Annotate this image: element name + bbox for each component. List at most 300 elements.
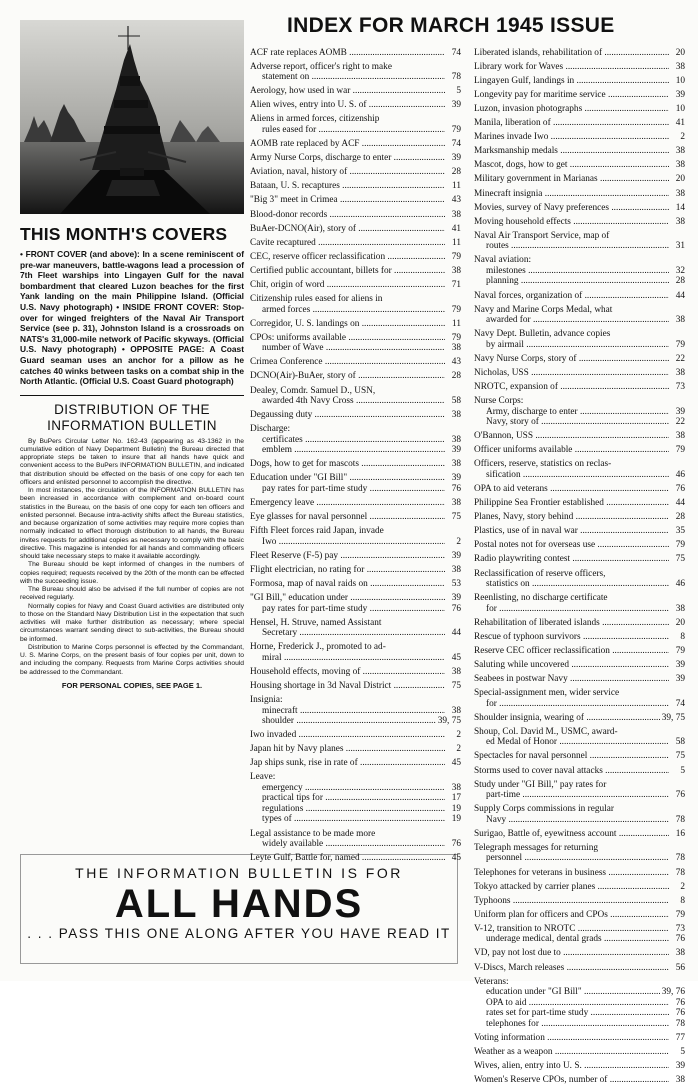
index-entry bbox=[250, 681, 461, 692]
index-entry-page: 78 bbox=[675, 1018, 685, 1029]
index-entry bbox=[250, 512, 461, 523]
index-entry bbox=[474, 174, 685, 185]
index-entry-page: 39 bbox=[451, 473, 461, 484]
index-entry: Naval aviation: bbox=[474, 255, 532, 266]
index-entry bbox=[474, 699, 685, 710]
index-entry-topic: by airmail ..... bbox=[486, 340, 669, 351]
index-entry-topic: Certified public accountant, billets for ..... bbox=[250, 266, 445, 277]
index-entry-page: 78 bbox=[675, 853, 685, 864]
index-entry-topic: planning ..... bbox=[486, 276, 669, 287]
index-entry-page: 44 bbox=[675, 498, 685, 509]
index-entry bbox=[474, 512, 685, 523]
index-entry-topic: rules eased for ..... bbox=[262, 125, 445, 136]
index-entry-topic: Navy Nurse Corps, story of ..... bbox=[474, 354, 669, 365]
banner-all-hands: ALL HANDS bbox=[114, 882, 364, 926]
index-entry bbox=[250, 459, 461, 470]
index-entry bbox=[474, 924, 685, 935]
index-entry bbox=[474, 407, 685, 418]
index-entry-topic: Army Nurse Corps, discharge to enter ..... bbox=[250, 153, 445, 164]
index-entry-page: 76 bbox=[451, 483, 461, 494]
index-entry bbox=[474, 526, 685, 537]
index-entry bbox=[474, 868, 685, 879]
index-entry-topic: telephones for ..... bbox=[486, 1019, 669, 1030]
index-entry bbox=[474, 934, 685, 945]
index-entry-page: 2 bbox=[680, 132, 685, 143]
index-entry-page: 78 bbox=[675, 867, 685, 878]
index-entry-topic: Shoulder insignia, wearing of ..... bbox=[474, 713, 660, 724]
index-entry-topic: Dogs, how to get for mascots ..... bbox=[250, 459, 445, 470]
index-entry-topic: Uniform plan for officers and CPOs ..... bbox=[474, 910, 669, 921]
index-entry-page: 76 bbox=[675, 1008, 685, 1019]
index-entry-page: 2 bbox=[456, 730, 461, 741]
index-entry: Telegraph messages for returning bbox=[474, 842, 599, 853]
index-entry: Citizenship rules eased for aliens in bbox=[250, 294, 383, 305]
index-entry bbox=[250, 716, 461, 727]
index-entry-page: 39 bbox=[451, 593, 461, 604]
index-entry bbox=[250, 498, 461, 509]
index-entry-topic: Women's Reserve CPOs, number of ..... bbox=[474, 1075, 669, 1086]
index-entry-page: 38 bbox=[675, 315, 685, 326]
index-entry bbox=[474, 604, 685, 615]
index-entry-topic: Aerology, how used in war ..... bbox=[250, 86, 445, 97]
index-entry bbox=[474, 431, 685, 442]
index-entry bbox=[474, 417, 685, 428]
index-entry bbox=[250, 167, 461, 178]
index-entry bbox=[474, 646, 685, 657]
index-entry bbox=[250, 195, 461, 206]
index-entry-page: 39 bbox=[451, 550, 461, 561]
index-entry bbox=[474, 660, 685, 671]
index-entry-page: 39 bbox=[675, 406, 685, 417]
index-entry-page: 46 bbox=[675, 579, 685, 589]
index-entry bbox=[474, 266, 685, 277]
index-entry-page: 38 bbox=[451, 209, 461, 220]
index-entry bbox=[474, 737, 685, 748]
index-entry-topic: NROTC, expansion of ..... bbox=[474, 382, 669, 393]
index-entry-page: 43 bbox=[451, 195, 461, 206]
index-entry-topic: Mascot, dogs, how to get ..... bbox=[474, 160, 669, 171]
index-entry-page: 28 bbox=[675, 276, 685, 287]
index-entry: Horne, Frederick J., promoted to ad- bbox=[250, 642, 386, 653]
index-entry-page: 39 bbox=[675, 674, 685, 685]
index-entry-page: 10 bbox=[675, 75, 685, 86]
index-entry bbox=[250, 210, 461, 221]
index-entry: Leave: bbox=[250, 772, 276, 783]
index-entry bbox=[250, 667, 461, 678]
index-entry-page: 35 bbox=[675, 526, 685, 537]
index-entry bbox=[250, 86, 461, 97]
index-entry bbox=[250, 445, 461, 456]
index-entry-topic: Marksmanship medals ..... bbox=[474, 146, 669, 157]
index-entry-page: 39, 76 bbox=[661, 987, 685, 998]
index-entry-page: 76 bbox=[451, 603, 461, 614]
index-entry: Legal assistance to be made more bbox=[250, 828, 376, 839]
index-column-2 bbox=[474, 44, 685, 1086]
index-entry-page: 5 bbox=[680, 765, 685, 776]
index-entry bbox=[474, 896, 685, 907]
index-entry-page: 39 bbox=[675, 89, 685, 100]
index-entry-page: 76 bbox=[675, 790, 685, 801]
index-entry-topic: Lingayen Gulf, landings in ..... bbox=[474, 76, 669, 87]
index-entry-topic: Crimea Conference ..... bbox=[250, 357, 445, 368]
index-entry-page: 79 bbox=[675, 540, 685, 551]
index-entry: Hensel, H. Struve, named Assistant bbox=[250, 617, 382, 628]
index-entry bbox=[250, 125, 461, 136]
index-entry-page: 41 bbox=[451, 223, 461, 234]
index-entry-topic: education under "GI Bill" ..... bbox=[486, 987, 660, 998]
index-entry-page: 39 bbox=[675, 659, 685, 670]
index-entry-topic: statement on ..... bbox=[262, 72, 445, 83]
index-entry-page: 44 bbox=[451, 628, 461, 639]
index-entry bbox=[474, 987, 685, 998]
index-entry-topic: Cavite recaptured ..... bbox=[250, 238, 445, 249]
index-entry-page: 79 bbox=[451, 304, 461, 315]
index-entry-page: 79 bbox=[675, 445, 685, 456]
index-entry bbox=[250, 793, 461, 804]
index-entry-page: 22 bbox=[675, 417, 685, 428]
index-entry bbox=[250, 48, 461, 59]
index-entry bbox=[474, 90, 685, 101]
index-entry-page: 38 bbox=[675, 146, 685, 157]
banner-line-1: THE INFORMATION BULLETIN IS FOR bbox=[75, 865, 403, 881]
cover-photo-battleships bbox=[20, 20, 244, 214]
distribution-paragraph: Distribution to Marine Corps personnel is effected by the Commandant, U. S. Marine Corps, on the present basis of four copies per unit, down to and including the company. Requests from Marine Corps activities should be addressed to the Commandant. bbox=[20, 643, 244, 676]
index-entry-topic: OPA to aid veterans ..... bbox=[474, 484, 669, 495]
index-entry bbox=[474, 554, 685, 565]
index-entry: Officers, reserve, statistics on reclas- bbox=[474, 459, 612, 470]
index-entry-page: 74 bbox=[451, 139, 461, 150]
index-entry-topic: AOMB rate replaced by ACF ..... bbox=[250, 139, 445, 150]
index-entry bbox=[250, 435, 461, 446]
index-entry-topic: Typhoons ..... bbox=[474, 896, 669, 907]
index-entry bbox=[474, 160, 685, 171]
index-entry bbox=[250, 565, 461, 576]
index-entry-topic: Movies, survey of Navy preferences ..... bbox=[474, 203, 669, 214]
index-entry-page: 17 bbox=[451, 793, 461, 804]
index-entry bbox=[474, 217, 685, 228]
index-entry-topic: awarded for ..... bbox=[486, 315, 669, 326]
index-entry bbox=[474, 751, 685, 762]
index-entry bbox=[250, 305, 461, 316]
index-entry-topic: emergency ..... bbox=[262, 783, 445, 794]
index-entry-page: 19 bbox=[451, 803, 461, 814]
index-entry-page: 14 bbox=[675, 202, 685, 213]
index-entry-page: 16 bbox=[675, 828, 685, 839]
index-entry-topic: "GI Bill," education under ..... bbox=[250, 593, 445, 604]
index-entry-topic: Seabees in postwar Navy ..... bbox=[474, 674, 669, 685]
index-entry-topic: shoulder ..... bbox=[262, 716, 436, 727]
index-entry-page: 39 bbox=[451, 445, 461, 456]
covers-heading: THIS MONTH'S COVERS bbox=[20, 224, 228, 244]
index-entry-page: 39 bbox=[675, 1060, 685, 1071]
index-entry-page: 71 bbox=[451, 280, 461, 290]
index-entry bbox=[250, 604, 461, 615]
index-entry-topic: Emergency leave ..... bbox=[250, 498, 445, 509]
index-entry-page: 31 bbox=[675, 241, 685, 252]
index-entry-topic: OPA to aid ..... bbox=[486, 998, 669, 1009]
index-entry-topic: Spectacles for naval personnel ..... bbox=[474, 751, 669, 762]
index-entry bbox=[250, 100, 461, 111]
index-entry-topic: Chit, origin of word ..... bbox=[250, 280, 445, 291]
distribution-paragraph: Normally copies for Navy and Coast Guard activities are distributed only to those on the Standard Navy Distribution List in the expectation that such activities will make further distribution as necessary; where special circumstances warrant sending direct to sub-activities, the Bureau should be informed. bbox=[20, 602, 244, 643]
index-entry-page: 79 bbox=[451, 124, 461, 135]
index-entry bbox=[474, 118, 685, 129]
index-entry-topic: Weather as a weapon ..... bbox=[474, 1047, 669, 1058]
index-entry-topic: Education under "GI Bill" ..... bbox=[250, 473, 445, 484]
index-entry: Shoup, Col. David M., USMC, award- bbox=[474, 726, 618, 737]
index-entry-topic: Fleet Reserve (F-5) pay ..... bbox=[250, 551, 445, 562]
index-entry bbox=[250, 484, 461, 495]
index-entry: Navy Dept. Bulletin, advance copies bbox=[474, 329, 611, 340]
index-entry-topic: Philippine Sea Frontier established ..... bbox=[474, 498, 669, 509]
index-entry: Reenlisting, no discharge certificate bbox=[474, 593, 608, 604]
index-entry-page: 79 bbox=[675, 339, 685, 350]
index-entry-topic: number of Wave ..... bbox=[262, 343, 445, 354]
index-entry bbox=[250, 758, 461, 769]
index-entry bbox=[250, 744, 461, 755]
index-entry bbox=[474, 445, 685, 456]
index-entry-topic: Postal notes not for overseas use ..... bbox=[474, 540, 669, 551]
index-entry-page: 56 bbox=[675, 962, 685, 973]
index-entry: Naval Air Transport Service, map of bbox=[474, 230, 610, 241]
index-entry bbox=[474, 470, 685, 481]
index-entry-page: 79 bbox=[451, 332, 461, 343]
distribution-paragraph: The Bureau should be kept informed of changes in the numbers of copies required; requests received by the 20th of the month can be effected with the succeeding issue. bbox=[20, 561, 244, 585]
distribution-heading bbox=[20, 402, 244, 434]
index-entry-page: 28 bbox=[451, 371, 461, 382]
index-entry bbox=[250, 628, 461, 639]
index-entry-topic: Rehabilitation of liberated islands ..... bbox=[474, 618, 669, 629]
index-entry-topic: CPOs: uniforms available ..... bbox=[250, 333, 445, 344]
index-entry bbox=[474, 1033, 685, 1044]
index-entry-topic: personnel ..... bbox=[486, 853, 669, 864]
index-entry: Special-assignment men, wider service bbox=[474, 688, 620, 699]
index-entry bbox=[474, 76, 685, 87]
index-entry bbox=[474, 1019, 685, 1030]
index-entry-page: 38 bbox=[451, 343, 461, 354]
index-entry-page: 74 bbox=[675, 698, 685, 709]
index-entry bbox=[250, 319, 461, 330]
index-entry bbox=[250, 853, 461, 864]
index-entry bbox=[250, 653, 461, 664]
battleship-photo-illustration bbox=[20, 20, 244, 214]
index-entry bbox=[250, 537, 461, 548]
index-entry bbox=[250, 410, 461, 421]
index-entry-page: 75 bbox=[675, 554, 685, 565]
index-entry bbox=[474, 315, 685, 326]
index-entry-topic: sification ..... bbox=[486, 470, 669, 481]
index-entry-page: 38 bbox=[675, 1075, 685, 1086]
index-entry-page: 74 bbox=[451, 47, 461, 58]
index-entry-topic: Storms used to cover naval attacks ..... bbox=[474, 766, 669, 777]
index-entry-page: 79 bbox=[675, 645, 685, 656]
index-entry bbox=[474, 766, 685, 777]
index-entry bbox=[250, 730, 461, 741]
index-entry bbox=[474, 882, 685, 893]
index-entry-page: 2 bbox=[456, 744, 461, 755]
index-entry-topic: Alien wives, entry into U. S. of ..... bbox=[250, 100, 445, 111]
index-entry-page: 11 bbox=[452, 181, 461, 192]
index-entry-page: 38 bbox=[451, 459, 461, 470]
index-entry bbox=[474, 48, 685, 59]
index-entry-page: 53 bbox=[451, 579, 461, 589]
index-entry: Discharge: bbox=[250, 424, 291, 435]
index-entry-topic: Housing shortage in 3d Naval District ..... bbox=[250, 681, 445, 692]
index-entry-page: 39 bbox=[451, 153, 461, 164]
index-entry-page: 38 bbox=[451, 410, 461, 421]
left-column bbox=[20, 20, 244, 690]
index-entry-topic: Aviation, naval, history of ..... bbox=[250, 167, 445, 178]
index-entry bbox=[474, 829, 685, 840]
index-entry-page: 10 bbox=[675, 103, 685, 114]
index-entry-page: 45 bbox=[451, 853, 461, 864]
distribution-body bbox=[20, 438, 244, 677]
index-entry-topic: Moving household effects ..... bbox=[474, 217, 669, 228]
index-entry: Reclassification of reserve officers, bbox=[474, 568, 606, 579]
index-entry bbox=[250, 252, 461, 263]
distribution-paragraph: The Bureau should also be advised if the full number of copies are not received regularly. bbox=[20, 586, 244, 602]
index-entry-topic: Army, discharge to enter ..... bbox=[486, 407, 669, 418]
index-entry bbox=[250, 181, 461, 192]
index-entry-topic: awarded 4th Navy Cross ..... bbox=[262, 396, 445, 407]
index-entry bbox=[250, 371, 461, 382]
index-entry bbox=[474, 632, 685, 643]
index-entry-page: 38 bbox=[675, 431, 685, 442]
index-entry-topic: rates set for part-time study ..... bbox=[486, 1008, 669, 1019]
index-entry-topic: Formosa, map of naval raids on ..... bbox=[250, 579, 445, 590]
index-entry: Navy and Marine Corps Medal, what bbox=[474, 304, 613, 315]
index-entry-page: 38 bbox=[451, 782, 461, 793]
index-entry-page: 43 bbox=[451, 357, 461, 368]
index-entry-page: 38 bbox=[451, 666, 461, 677]
index-entry-topic: V-Discs, March releases ..... bbox=[474, 963, 669, 974]
index-entry bbox=[250, 139, 461, 150]
index-entry bbox=[250, 280, 461, 291]
index-entry-page: 38 bbox=[451, 705, 461, 716]
index-entry-topic: Leyte Gulf, Battle for, named ..... bbox=[250, 853, 445, 864]
index-entry-topic: Rescue of typhoon survivors ..... bbox=[474, 632, 669, 643]
index-entry bbox=[474, 618, 685, 629]
index-entry-topic: Minecraft insignia ..... bbox=[474, 189, 669, 200]
index-entry-topic: Officer uniforms available ..... bbox=[474, 445, 669, 456]
index-entry: Fifth Fleet forces raid Japan, invade bbox=[250, 526, 384, 537]
index-entry-topic: Naval forces, organization of ..... bbox=[474, 291, 669, 302]
index-entry bbox=[250, 357, 461, 368]
index-entry bbox=[250, 706, 461, 717]
index-entry-page: 38 bbox=[451, 265, 461, 276]
index-entry-topic: miral ..... bbox=[262, 653, 445, 664]
index-entry bbox=[474, 382, 685, 393]
index-entry-topic: DCNO(Air)-BuAer, story of ..... bbox=[250, 371, 445, 382]
index-entry-page: 2 bbox=[456, 536, 461, 547]
index-entry-page: 28 bbox=[451, 167, 461, 178]
index-entry-topic: Saluting while uncovered ..... bbox=[474, 660, 669, 671]
index-entry-page: 76 bbox=[675, 934, 685, 945]
index-entry bbox=[474, 276, 685, 287]
index-entry-topic: armed forces ..... bbox=[262, 305, 445, 316]
index-entry-page: 39, 75 bbox=[437, 716, 461, 727]
index-entry-page: 76 bbox=[451, 839, 461, 850]
index-entry-topic: "Big 3" meet in Crimea ..... bbox=[250, 195, 445, 206]
index-column-1 bbox=[250, 44, 461, 864]
index-entry bbox=[474, 963, 685, 974]
index-entry-page: 58 bbox=[675, 737, 685, 748]
index-entry-page: 32 bbox=[675, 265, 685, 276]
index-entry-page: 38 bbox=[451, 434, 461, 445]
index-entry bbox=[250, 804, 461, 815]
index-entry-page: 76 bbox=[675, 483, 685, 494]
index-entry bbox=[250, 224, 461, 235]
index-entry bbox=[474, 1075, 685, 1086]
index-entry: Aliens in armed forces, citizenship bbox=[250, 114, 380, 125]
index-entry-topic: O'Bannon, USS ..... bbox=[474, 431, 669, 442]
index-entry bbox=[474, 189, 685, 200]
index-entry-topic: BuAer-DCNO(Air), story of ..... bbox=[250, 224, 445, 235]
index-entry-topic: Bataan, U. S. recaptures ..... bbox=[250, 181, 445, 192]
index-entry bbox=[474, 291, 685, 302]
index-entry-topic: for ..... bbox=[486, 604, 669, 615]
index-entry bbox=[474, 815, 685, 826]
index-entry-page: 38 bbox=[451, 498, 461, 509]
all-hands-banner bbox=[20, 854, 458, 964]
index-entry-page: 39, 75 bbox=[661, 712, 685, 723]
index-entry-topic: Navy ..... bbox=[486, 815, 669, 826]
index-entry-topic: milestones ..... bbox=[486, 266, 669, 277]
index-entry bbox=[474, 790, 685, 801]
index-entry-topic: Household effects, moving of ..... bbox=[250, 667, 445, 678]
index-entry bbox=[474, 203, 685, 214]
index-entry-topic: underage medical, dental grads ..... bbox=[486, 934, 669, 945]
index-entry-page: 5 bbox=[680, 1046, 685, 1057]
index-entry-topic: Library work for Waves ..... bbox=[474, 62, 669, 73]
index-entry-topic: Nicholas, USS ..... bbox=[474, 368, 669, 379]
index-entry bbox=[250, 72, 461, 83]
index-entry-page: 38 bbox=[675, 367, 685, 378]
index-entry-topic: types of ..... bbox=[262, 814, 445, 825]
banner-line-3: . . . PASS THIS ONE ALONG AFTER YOU HAVE READ IT bbox=[27, 926, 451, 941]
index-entry-topic: for ..... bbox=[486, 699, 669, 710]
index-entry-topic: emblem ..... bbox=[262, 445, 445, 456]
index-entry: Dealey, Comdr. Samuel D., USN, bbox=[250, 385, 376, 396]
index-entry-topic: Navy, story of ..... bbox=[486, 417, 669, 428]
index-entry bbox=[474, 132, 685, 143]
index-entry bbox=[250, 551, 461, 562]
index-entry-page: 75 bbox=[451, 680, 461, 691]
index-entry-page: 19 bbox=[451, 814, 461, 825]
index-entry-topic: Radio playwriting contest ..... bbox=[474, 554, 669, 565]
index-entry bbox=[250, 266, 461, 277]
covers-description: • FRONT COVER (and above): In a scene reminiscent of pre-war maneuvers, battle-wagons lead a procession of 7th Fleet warships into Lingayen Gulf for the naval bombardment that cleared Luzon beaches for the first Yank landing on the main Philippine Island. (Official U.S. Navy photograph) • INSIDE FRONT COVER: Stop-over for winged freighters of the Naval Air Transport Service (see p. 31), Johnston Island is a crossroads on NATS's 31,000-mile network of Pacific skyways. (Official U.S. Navy photograph) • OPPOSITE PAGE: A Coast Guard seaman uses an anchor for a pillow as he catches 40 winks between tasks on a combat ship in the North Atlantic. (Official U.S. Coast Guard photograph) bbox=[20, 249, 244, 387]
index-entry bbox=[250, 783, 461, 794]
index-entry bbox=[474, 340, 685, 351]
index-entry-page: 38 bbox=[675, 603, 685, 614]
index-entry-topic: Jap ships sunk, rise in rate of ..... bbox=[250, 758, 445, 769]
index-entry-topic: VD, pay not lost due to ..... bbox=[474, 948, 669, 959]
index-entry bbox=[474, 368, 685, 379]
index-entry-page: 20 bbox=[675, 617, 685, 628]
distribution-paragraph: In most instances, the circulation of the INFORMATION BULLETIN has been increased in accordance with complement and on-board count statistics in the Bureau, on the basis of one copy for each ten officers and enlisted personnel. Because intra-activity shifts affect the Bureau statistics, and because organization of some activities may require more copies than normally indicated to effect thorough distribution to all hands, the Bureau invites requests for additional copies as necessary to comply with the basic directive. This magazine is intended for all hands and commanding officers should take necessary steps to make it available accordingly. bbox=[20, 487, 244, 561]
index-entry-topic: Military government in Marianas ..... bbox=[474, 174, 669, 185]
index-entry bbox=[474, 1047, 685, 1058]
index-entry-topic: Marines invade Iwo ..... bbox=[474, 132, 669, 143]
index-entry-topic: Japan hit by Navy planes ..... bbox=[250, 744, 445, 755]
index-entry-topic: pay rates for part-time study ..... bbox=[262, 604, 445, 615]
index-entry-page: 75 bbox=[451, 512, 461, 523]
index-entry-page: 76 bbox=[675, 997, 685, 1008]
index-entry-topic: practical tips for ..... bbox=[262, 793, 445, 804]
index-entry bbox=[250, 593, 461, 604]
distribution-paragraph: By BuPers Circular Letter No. 162-43 (appearing as 43-1362 in the cumulative edition of Navy Department Bulletin) the Bureau directed that appropriate steps be taken to insure that all hands have quick and convenient access to the BuPers INFORMATION BULLETIN, and indicated that distribution should be effected on the basis of one copy for each ten officers and enlisted personnel to accomplish the directive. bbox=[20, 437, 244, 486]
